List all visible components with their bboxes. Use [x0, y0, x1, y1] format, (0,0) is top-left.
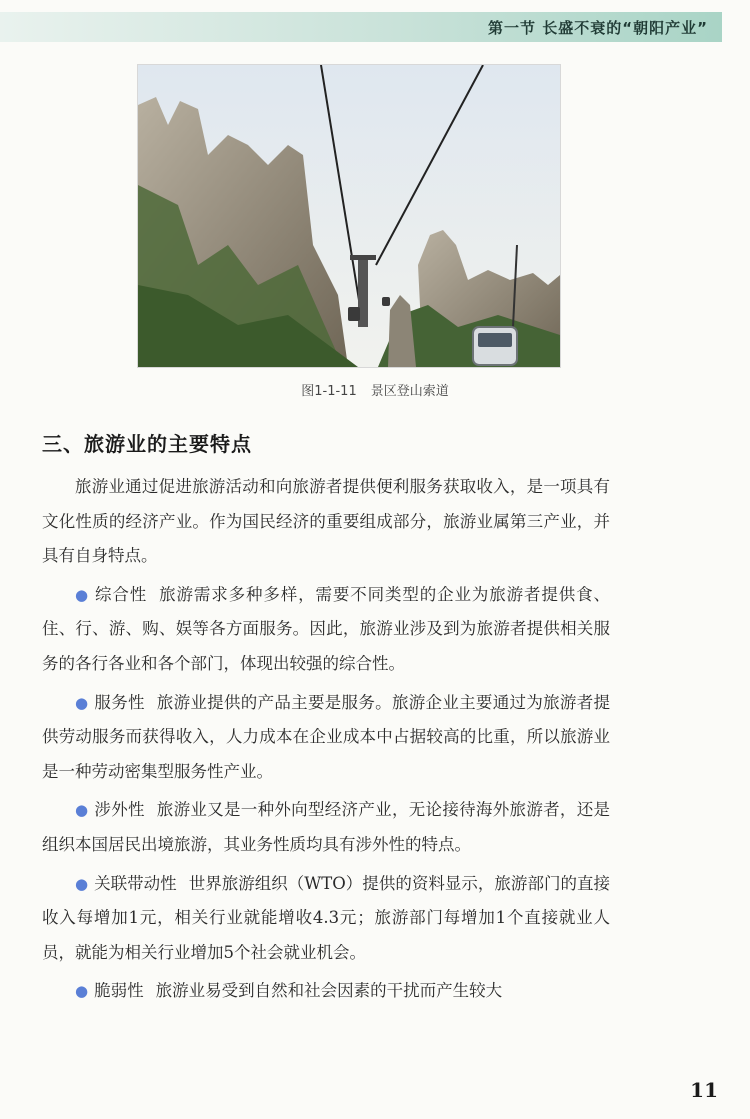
feature-text: 旅游业易受到自然和社会因素的干扰而产生较大: [155, 981, 503, 1001]
figure-caption-text: 景区登山索道: [370, 384, 449, 399]
intro-paragraph: 旅游业通过促进旅游活动和向旅游者提供便利服务获取收入，是一项具有文化性质的经济产业。作为国民经济的重要组成部分，旅游业属第三产业，并具有自身特点。: [42, 477, 610, 566]
feature-term: 综合性: [94, 584, 148, 604]
running-header-bar: [0, 12, 722, 42]
photo-illustration: [138, 65, 560, 367]
feature-paragraph-foreign: [42, 793, 610, 862]
feature-paragraph-linkage: [42, 867, 610, 971]
figure-number: 图1-1-11: [301, 384, 357, 399]
bullet-dot-icon: ●: [75, 874, 89, 893]
cable-car-scenery-photo: [137, 64, 561, 368]
body-text: [42, 470, 610, 1013]
feature-text: 旅游业提供的产品主要是服务。旅游企业主要通过为旅游者提供劳动服务而获得收入，人力成本在企业成本中占据较高的比重，所以旅游业是一种劳动密集型服务性产业。: [42, 692, 610, 781]
feature-text: 旅游需求多种多样，需要不同类型的企业为旅游者提供食、住、行、游、购、娱等各方面服务。因此，旅游业涉及到为旅游者提供相关服务的各行各业和各个部门，体现出较强的综合性。: [42, 584, 611, 673]
running-header-title: 第一节 长盛不衰的“朝阳产业”: [488, 19, 708, 37]
bullet-dot-icon: ●: [75, 693, 89, 712]
feature-term: 服务性: [94, 692, 145, 712]
feature-term: 脆弱性: [94, 981, 144, 1001]
bullet-dot-icon: ●: [75, 585, 89, 604]
bullet-dot-icon: ●: [75, 982, 89, 1001]
feature-paragraph-comprehensive: [42, 578, 610, 682]
bullet-dot-icon: ●: [75, 801, 89, 820]
page-number: 11: [690, 1078, 718, 1102]
feature-paragraph-service: [42, 686, 610, 790]
feature-term: 涉外性: [94, 800, 145, 820]
feature-text: 世界旅游组织（WTO）提供的资料显示，旅游部门的直接收入每增加1元，相关行业就能增收4.3元；旅游部门每增加1个直接就业人员，就能为相关行业增加5个社会就业机会。: [42, 873, 611, 962]
figure-caption: [0, 380, 750, 399]
feature-paragraph-fragility: [42, 974, 610, 1009]
feature-text: 旅游业又是一种外向型经济产业，无论接待海外旅游者，还是组织本国居民出境旅游，其业务性质均具有涉外性的特点。: [42, 800, 610, 854]
section-title: 三、旅游业的主要特点: [42, 432, 252, 456]
feature-term: 关联带动性: [94, 873, 177, 893]
